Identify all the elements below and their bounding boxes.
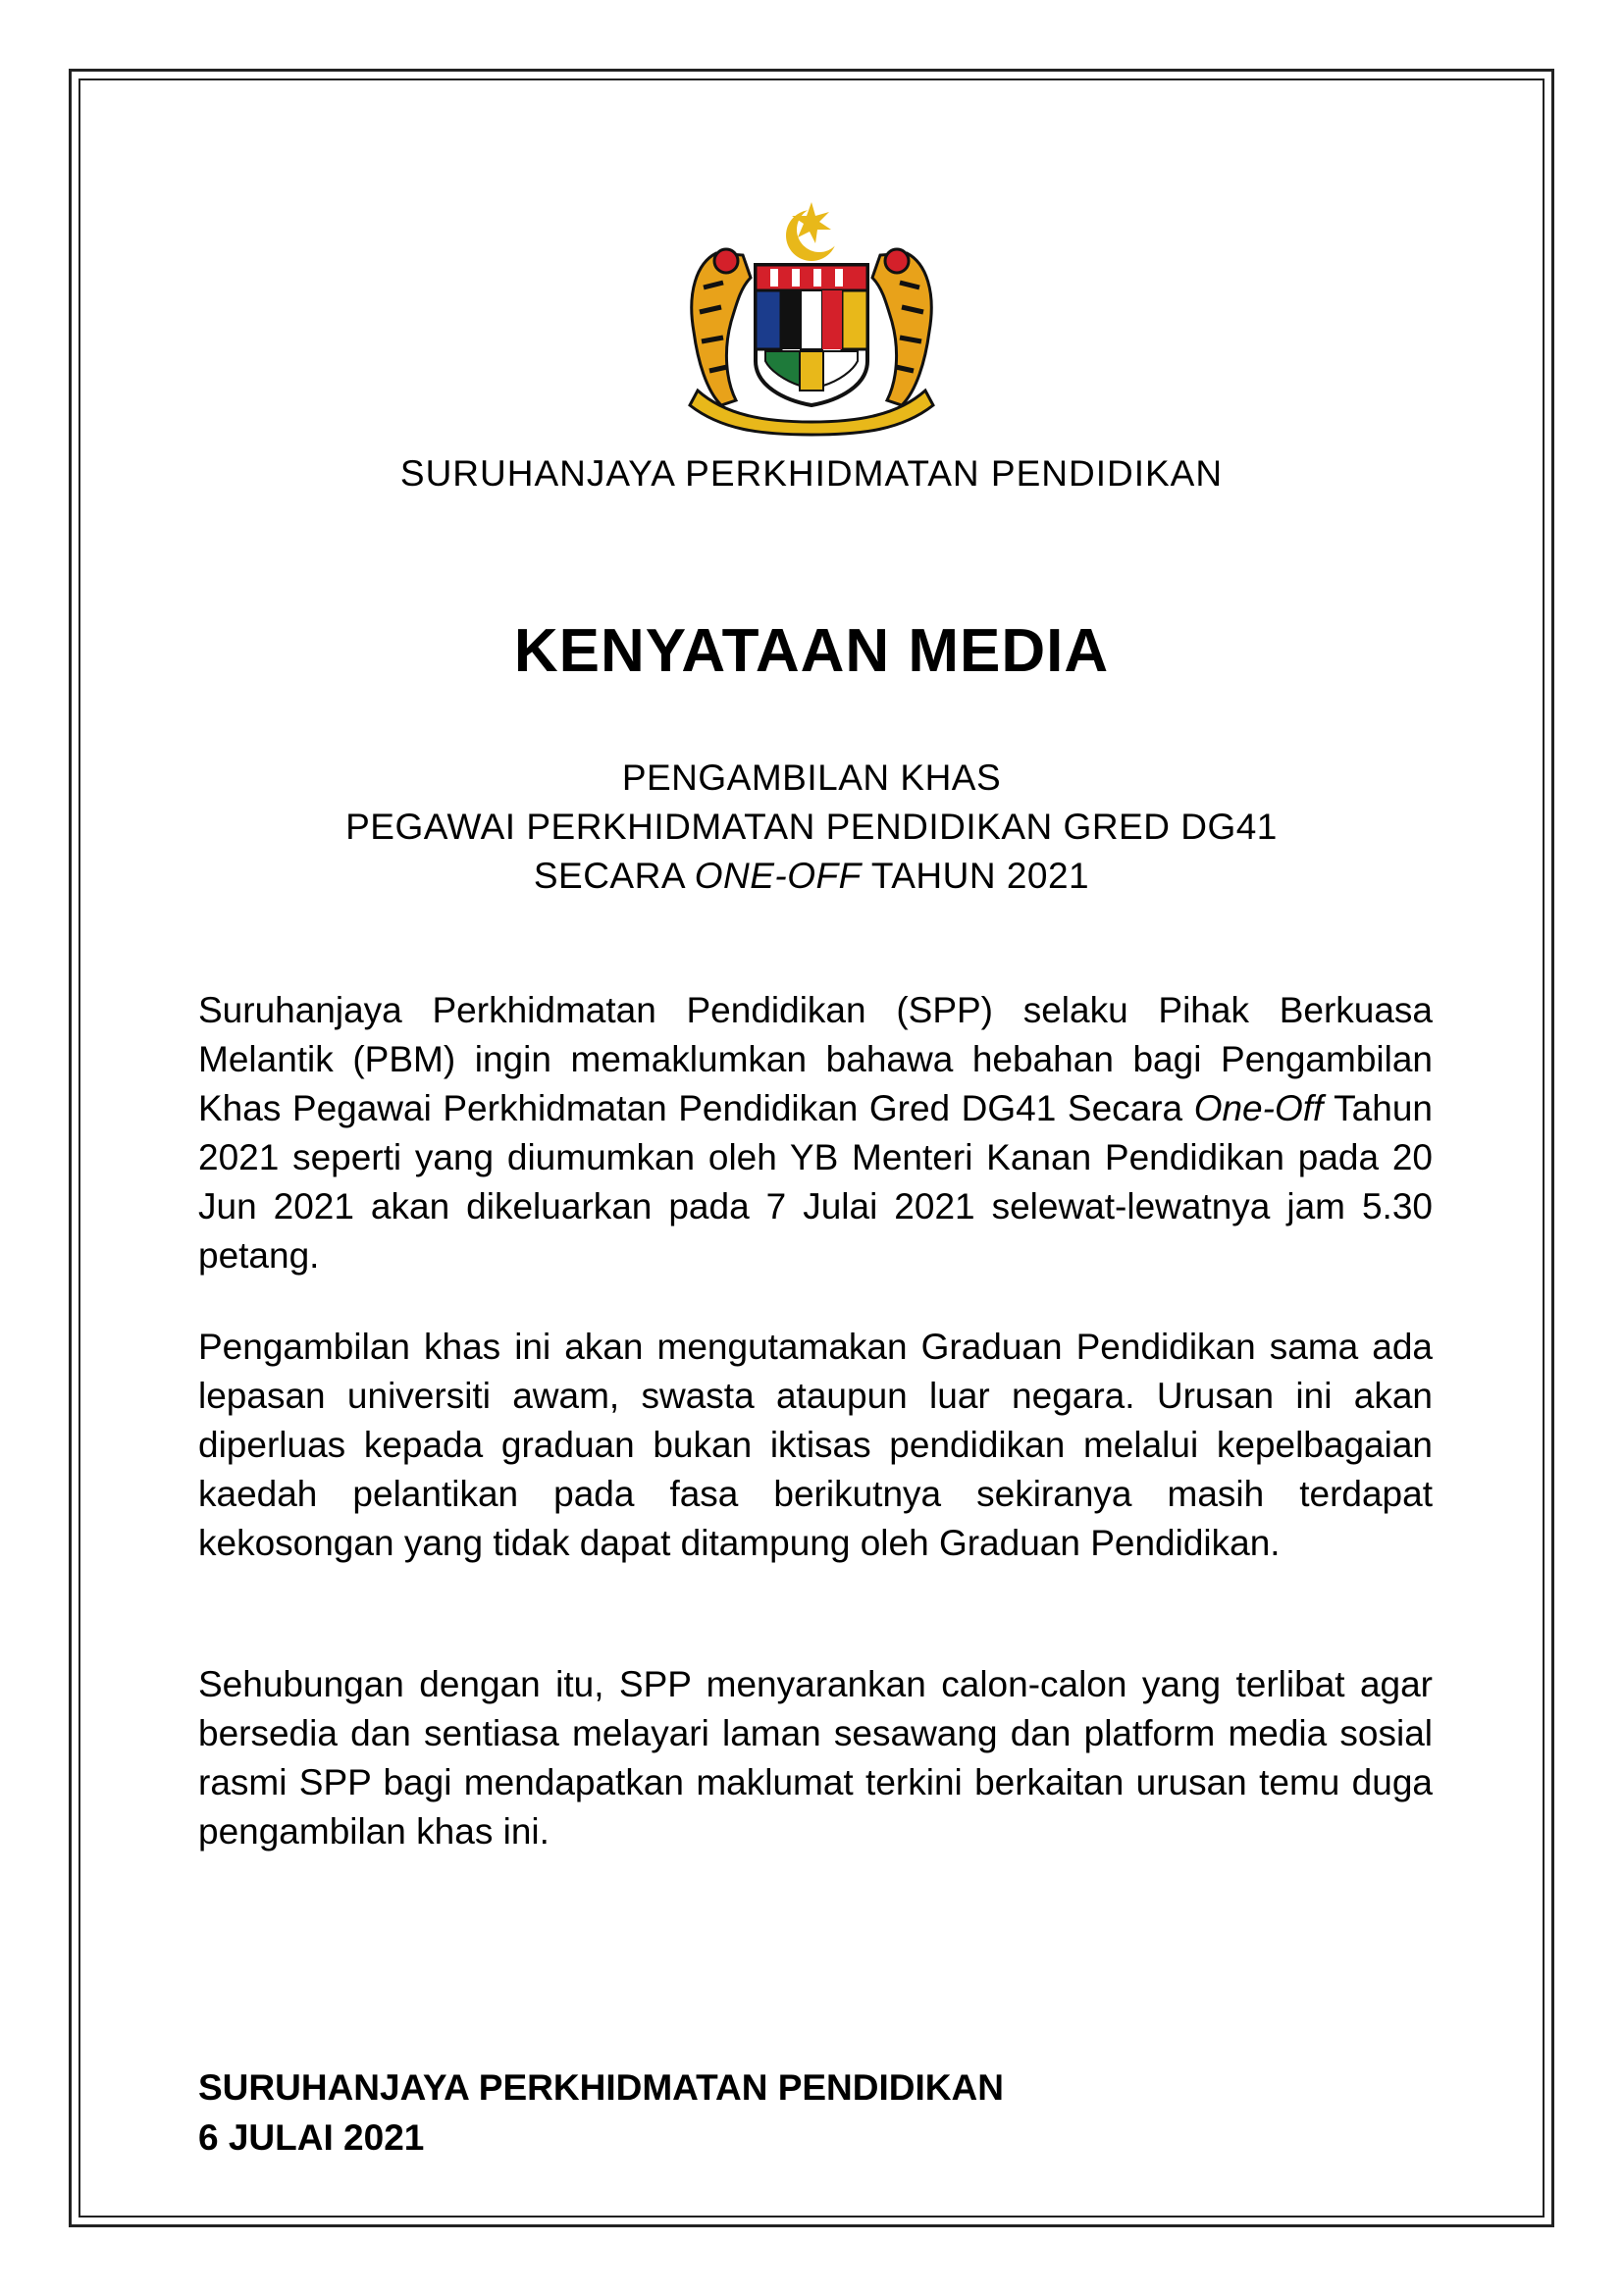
coat-of-arms-icon xyxy=(672,194,951,440)
subtitle-line-3-suffix: TAHUN 2021 xyxy=(861,856,1090,896)
page-title: KENYATAAN MEDIA xyxy=(513,617,1110,685)
subtitle-line-1: PENGAMBILAN KHAS xyxy=(621,757,1002,798)
signature-block xyxy=(198,2062,1004,2163)
paragraph-1-part-a: Suruhanjaya Perkhidmatan Pendidikan (SPP) selaku Pihak Berkuasa Melantik (PBM) ingin memaklumkan bahawa hebahan bagi Pengambilan Khas Pegawai Perkhidmatan Pendidikan Gred DG41 Secara xyxy=(198,990,1433,1128)
body-paragraph-2: Pengambilan khas ini akan mengutamakan Graduan Pendidikan sama ada lepasan universiti awam, swasta ataupun luar negara. Urusan ini akan diperluas kepada graduan bukan iktisas pendidikan melalui kepelbagaian kaedah pelantikan pada fasa berikutnya sekiranya masih terdapat kekosongan yang tidak dapat ditampung oleh Graduan Pendidikan. xyxy=(198,1327,1433,1563)
paragraph-1-italic: One-Off xyxy=(1193,1088,1324,1128)
subtitle-line-2: PEGAWAI PERKHIDMATAN PENDIDIKAN GRED DG41 xyxy=(345,807,1278,847)
body-paragraph-1 xyxy=(198,986,1433,1280)
subtitle-block xyxy=(0,754,1623,901)
subtitle-line-3 xyxy=(0,852,1623,901)
subtitle-line-3-prefix: SECARA xyxy=(533,856,695,896)
paragraph-1-part-b: Tahun 2021 seperti yang diumumkan oleh YB Menteri Kanan Pendidikan pada 20 Jun 2021 akan dikeluarkan pada 7 Julai 2021 selewat-lewatnya jam 5.30 petang. xyxy=(198,1088,1433,1276)
signature-org: SURUHANJAYA PERKHIDMATAN PENDIDIKAN xyxy=(198,2067,1004,2108)
subtitle-line-3-italic: ONE-OFF xyxy=(694,856,862,896)
signature-date: 6 JULAI 2021 xyxy=(198,2117,425,2158)
agency-heading: SURUHANJAYA PERKHIDMATAN PENDIDIKAN xyxy=(399,453,1224,494)
body-paragraph-3: Sehubungan dengan itu, SPP menyarankan calon-calon yang terlibat agar bersedia dan sentiasa melayari laman sesawang dan platform media sosial rasmi SPP bagi mendapatkan maklumat terkini berkaitan urusan temu duga pengambilan khas ini. xyxy=(198,1664,1433,1852)
